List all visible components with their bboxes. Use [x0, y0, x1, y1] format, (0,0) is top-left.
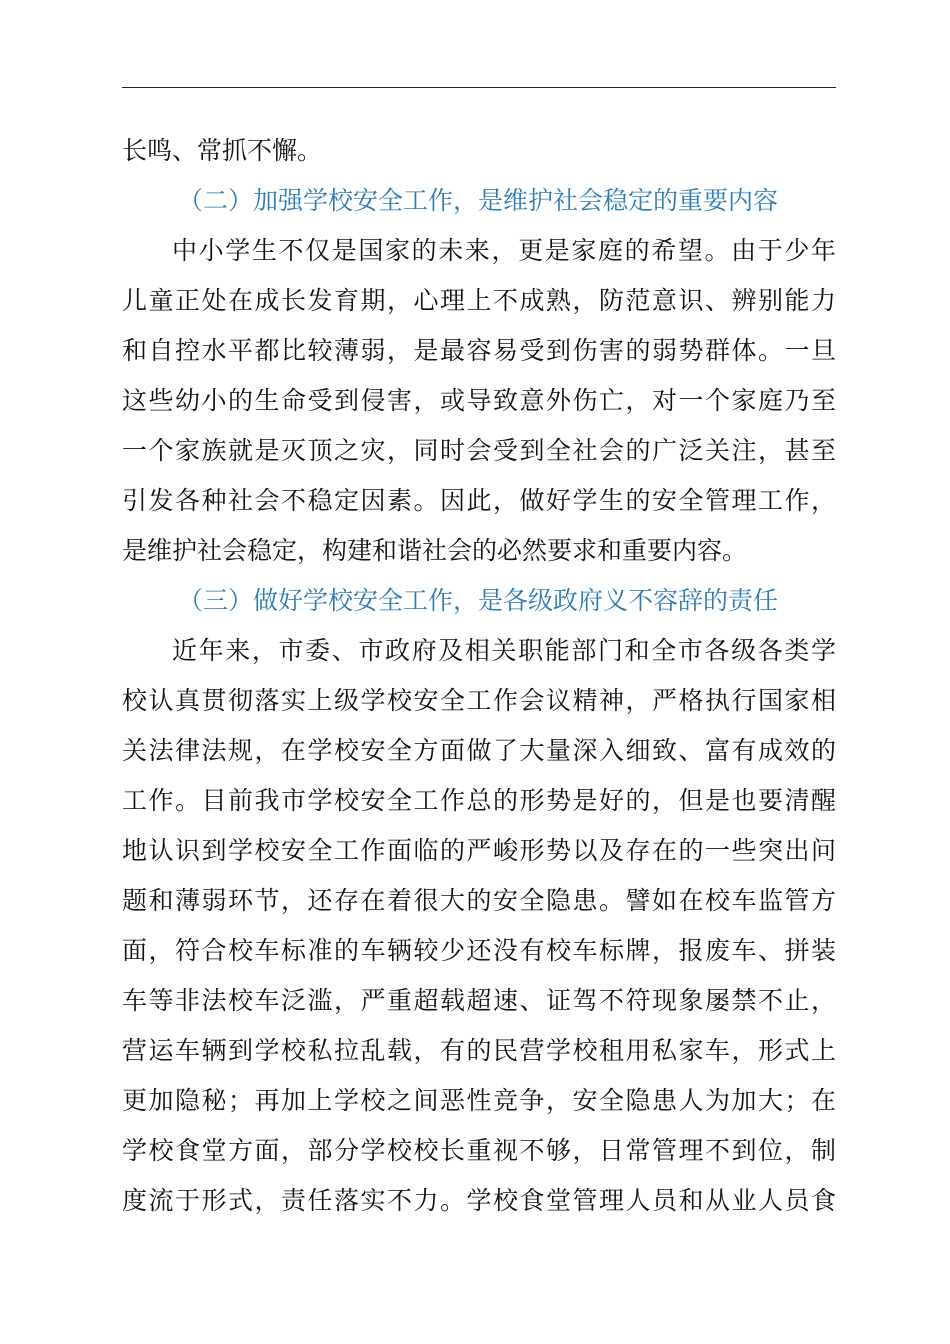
section-2-line: 这些幼小的生命受到侵害，或导致意外伤亡，对一个家庭乃至: [122, 386, 836, 415]
document-body: [122, 126, 836, 1226]
section-2-line: 引发各种社会不稳定因素。因此，做好学生的安全管理工作，: [122, 486, 836, 515]
section-3-line: 度流于形式，责任落实不力。学校食堂管理人员和从业人员食: [122, 1186, 836, 1215]
section-3-line: 学校食堂方面，部分学校校长重视不够，日常管理不到位，制: [122, 1136, 836, 1165]
section-3-line: 更加隐秘；再加上学校之间恶性竞争，安全隐患人为加大；在: [122, 1086, 836, 1115]
section-3-line: 校认真贯彻落实上级学校安全工作会议精神，严格执行国家相: [122, 686, 836, 715]
section-2-line: 儿童正处在成长发育期，心理上不成熟，防范意识、辨别能力: [122, 286, 836, 315]
section-2-line: 是维护社会稳定，构建和谐社会的必然要求和重要内容。: [122, 536, 748, 565]
section-3-line: 车等非法校车泛滥，严重超载超速、证驾不符现象屡禁不止，: [122, 986, 836, 1015]
section-3-line: 地认识到学校安全工作面临的严峻形势以及存在的一些突出问: [122, 836, 836, 865]
section-2-line: 中小学生不仅是国家的未来，更是家庭的希望。由于少年: [172, 236, 836, 265]
paragraph-tail-line: 长鸣、常抓不懈。: [122, 136, 323, 165]
section-3-line: 近年来，市委、市政府及相关职能部门和全市各级各类学: [172, 636, 836, 665]
section-3-line: 面，符合校车标准的车辆较少还没有校车标牌，报废车、拼装: [122, 936, 836, 965]
section-3-line: 营运车辆到学校私拉乱载，有的民营学校租用私家车，形式上: [122, 1036, 836, 1065]
section-3-heading: （三）做好学校安全工作，是各级政府义不容辞的责任: [178, 586, 779, 615]
section-3-line: 工作。目前我市学校安全工作总的形势是好的，但是也要清醒: [122, 786, 836, 815]
section-2-line: 一个家族就是灭顶之灾，同时会受到全社会的广泛关注，甚至: [122, 436, 836, 465]
header-rule: [122, 87, 836, 88]
section-2-line: 和自控水平都比较薄弱，是最容易受到伤害的弱势群体。一旦: [122, 336, 836, 365]
section-3-line: 关法律法规，在学校安全方面做了大量深入细致、富有成效的: [122, 736, 836, 765]
section-2-heading: （二）加强学校安全工作，是维护社会稳定的重要内容: [178, 186, 779, 215]
section-3-line: 题和薄弱环节，还存在着很大的安全隐患。譬如在校车监管方: [122, 886, 836, 915]
